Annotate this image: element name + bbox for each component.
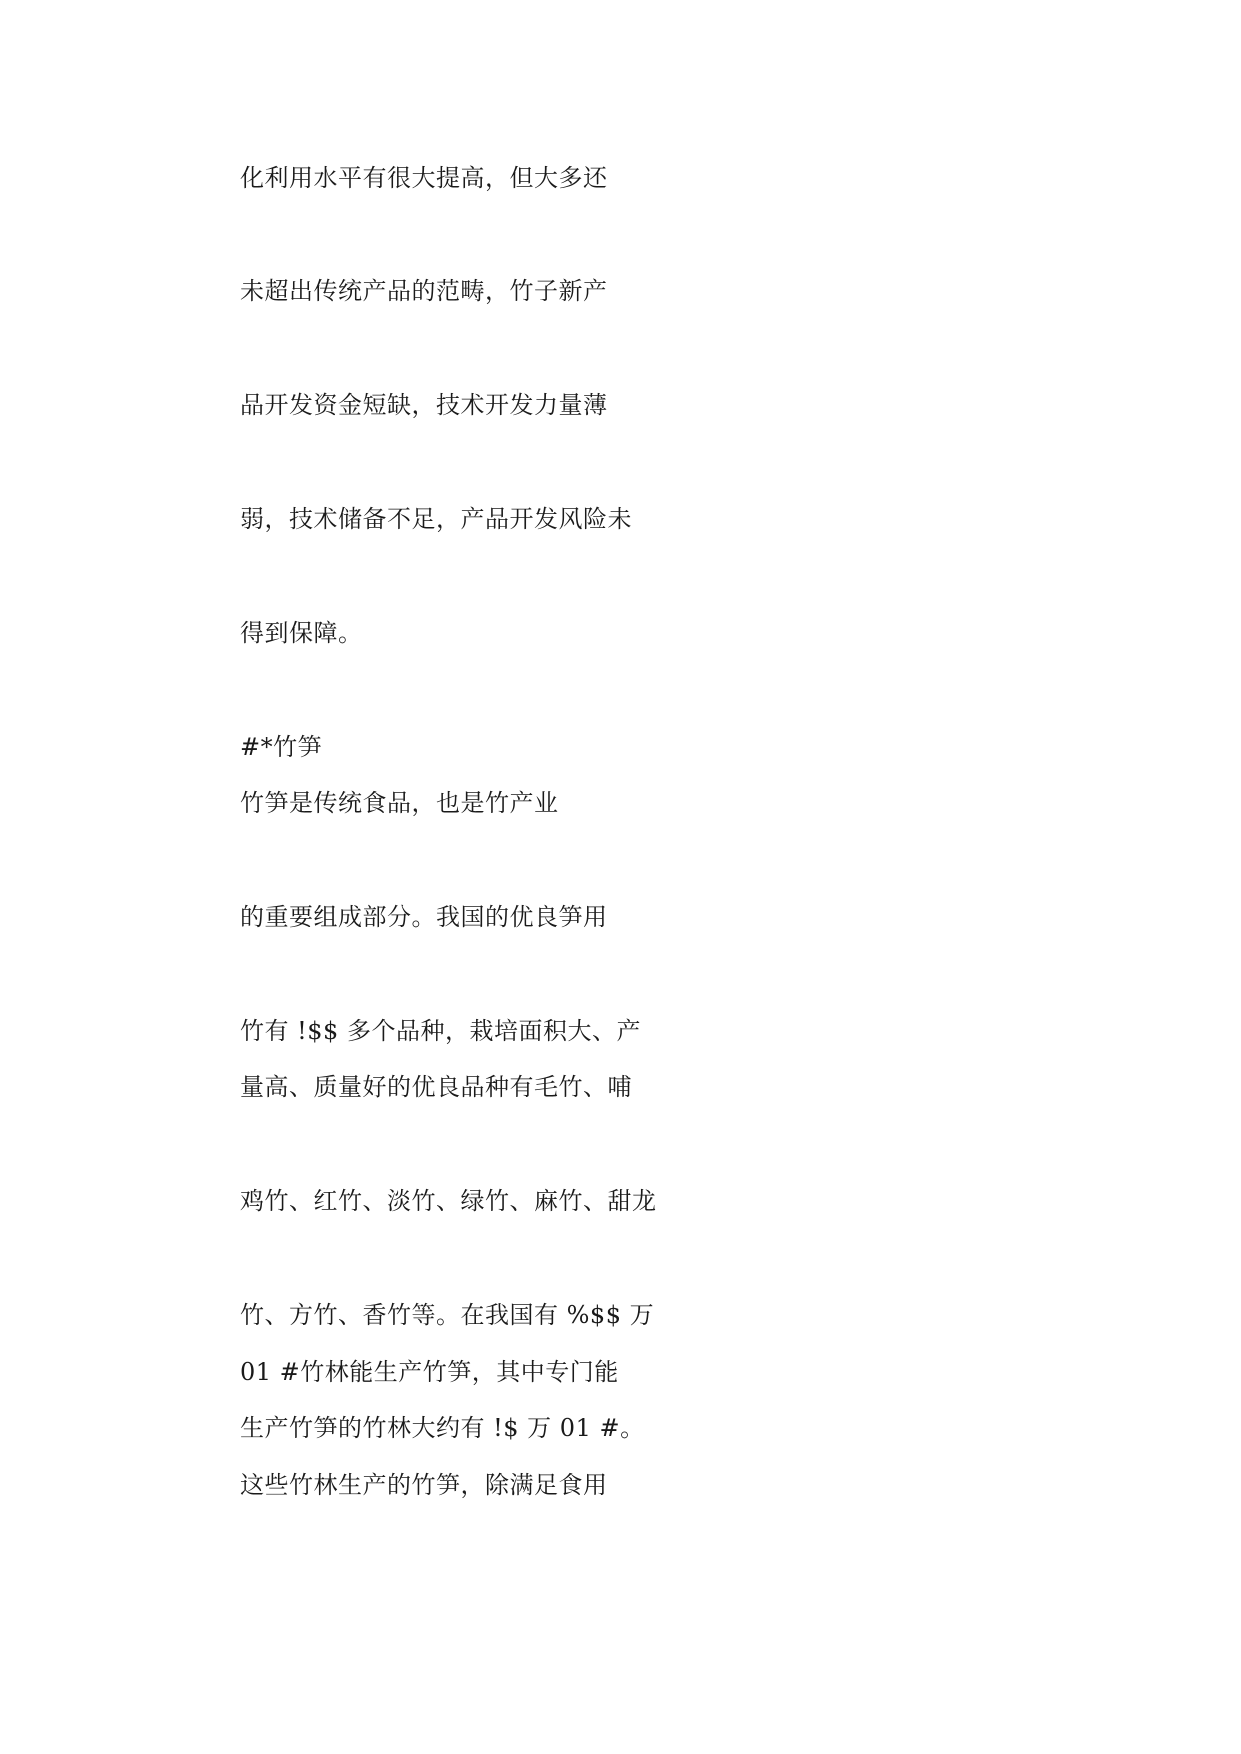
text-line: 竹有 !$$ 多个品种，栽培面积大、产 <box>240 1017 641 1045</box>
text-line: 生产竹笋的竹林大约有 !$ 万 01 #。 <box>240 1414 645 1442</box>
text-line: 弱，技术储备不足，产品开发风险未 <box>240 505 632 533</box>
text-line: 这些竹林生产的竹笋，除满足食用 <box>240 1471 608 1499</box>
text-line: 鸡竹、红竹、淡竹、绿竹、麻竹、甜龙 <box>240 1187 657 1215</box>
text-line: 的重要组成部分。我国的优良笋用 <box>240 903 608 931</box>
text-line: 化利用水平有很大提高，但大多还 <box>240 164 608 192</box>
text-line: 竹、方竹、香竹等。在我国有 %$$ 万 <box>240 1301 655 1329</box>
text-line: 得到保障。 <box>240 619 363 647</box>
text-line: 01 #竹林能生产竹笋，其中专门能 <box>240 1358 619 1386</box>
text-line: 品开发资金短缺，技术开发力量薄 <box>240 391 608 419</box>
text-line: 竹笋是传统食品，也是竹产业 <box>240 789 559 817</box>
text-line: 未超出传统产品的范畴，竹子新产 <box>240 277 608 305</box>
text-line: 量高、质量好的优良品种有毛竹、哺 <box>240 1073 632 1101</box>
section-heading: #*竹笋 <box>240 733 323 761</box>
